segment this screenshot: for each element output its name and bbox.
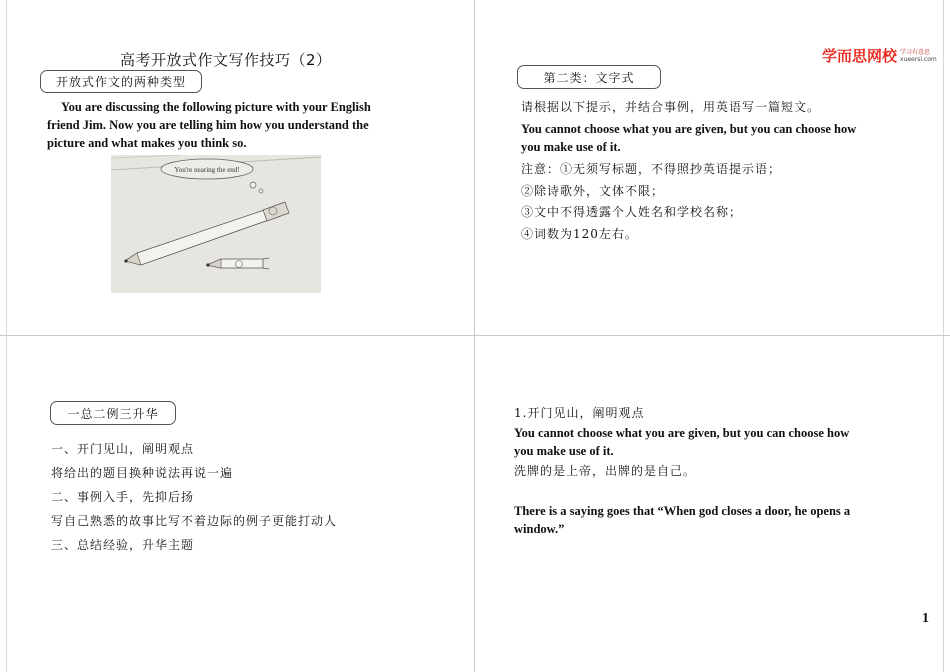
slide1-line-1: You are discussing the following picture with your English (61, 100, 371, 114)
slide3-line-5: 三、总结经验，升华主题 (51, 538, 195, 552)
slide3-lines (51, 437, 337, 557)
slide4-saying (514, 502, 914, 538)
slide4-quote-line-2: you make use of it. (514, 444, 614, 458)
slide4-quote-line-1: You cannot choose what you are given, but you can choose how (514, 426, 850, 440)
slide2-note-3: ③文中不得透露个人姓名和学校名称； (521, 205, 743, 219)
slide2-instruction: 请根据以下提示，并结合事例，用英语写一篇短文。 (521, 100, 821, 114)
page-border-left (6, 0, 7, 672)
slide1-line-2: friend Jim. Now you are telling him how you understand the (47, 118, 369, 132)
slide2-quote (521, 120, 921, 156)
slide2-quote-line-2: you make use of it. (521, 140, 621, 154)
slide3-line-3: 二、事例入手，先抑后扬 (51, 490, 195, 504)
slide3-line-2: 将给出的题目换种说法再说一遍 (51, 466, 234, 480)
slide3-tag: 一总二例三升华 (50, 401, 176, 425)
slide2-note-2: ②除诗歌外，文体不限； (521, 183, 665, 198)
slide4-heading: 1.开门见山，阐明观点 (514, 406, 645, 420)
page-number: 1 (922, 611, 929, 626)
slide1-tag: 开放式作文的两种类型 (40, 70, 202, 93)
slide1-title: 高考开放式作文写作技巧（2） (120, 51, 332, 69)
slide2-note-4: ④词数为120左右。 (521, 226, 638, 241)
pencil-cartoon-drawing (111, 155, 321, 293)
slide2-note-1: 注意：①无须写标题，不得照抄英语提示语； (521, 162, 782, 176)
slide2-tag: 第二类：文字式 (517, 65, 661, 89)
slide2-quote-line-1: You cannot choose what you are given, but you can choose how (521, 122, 857, 136)
logo-sub-text: 学习有意思 (900, 48, 931, 56)
slide4-saying-line-1: There is a saying goes that “When god closes a door, he opens a (514, 504, 851, 518)
logo-url-text: xueersi.com (900, 55, 937, 63)
speech-bubble-text: You're nearing the end! (174, 166, 240, 174)
logo-main-text: 学而思网校 (822, 47, 898, 65)
pencil-cartoon-image (111, 155, 321, 293)
slide1-line-3: picture and what makes you think so. (47, 136, 247, 150)
page-border-right (943, 0, 944, 672)
slide3-line-4: 写自己熟悉的故事比写不着边际的例子更能打动人 (51, 514, 338, 528)
slide1-paragraph (47, 98, 407, 152)
slide4-saying-line-2: window.” (514, 522, 565, 536)
xueersi-logo (822, 45, 937, 66)
slide4-quote (514, 424, 914, 460)
slide2-notes (521, 159, 781, 245)
vertical-divider (474, 0, 475, 672)
horizontal-divider (0, 335, 950, 336)
slide3-line-1: 一、开门见山，阐明观点 (51, 442, 195, 456)
slide4-chinese: 洗牌的是上帝，出牌的是自己。 (514, 464, 697, 478)
